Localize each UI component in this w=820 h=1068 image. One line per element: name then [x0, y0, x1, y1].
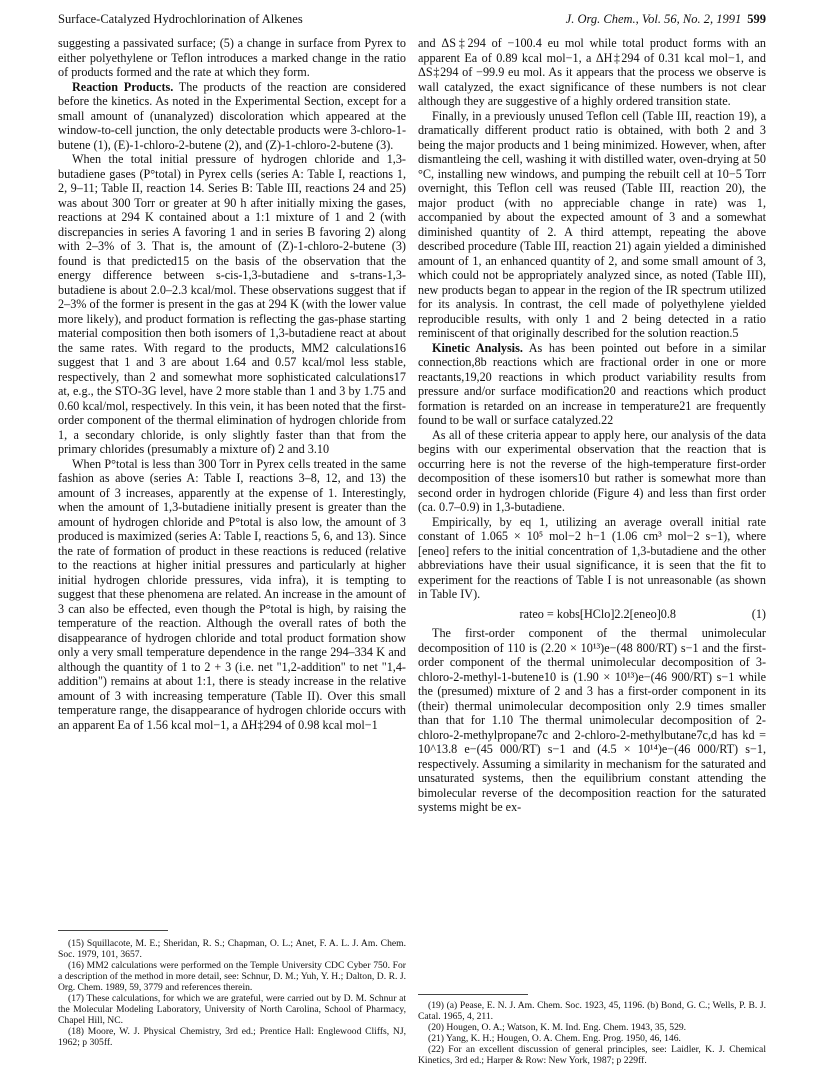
footnote: (16) MM2 calculations were performed on the Temple University CDC Cyber 750. For a description of the method in more detail, see: Schnur, D. M.; Yuh, Y. H.; Dalton, D. R. J. Org. Chem. 1989, 59, 3779 and references therein.	[58, 960, 406, 993]
footnote: (17) These calculations, for which we are grateful, were carried out by D. M. Schnur at the Molecular Modeling Laboratory, University of North Carolina, School of Pharmacy, Chapel Hill, NC.	[58, 993, 406, 1026]
left-column	[58, 36, 406, 732]
footnote: (19) (a) Pease, E. N. J. Am. Chem. Soc. 1923, 45, 1196. (b) Bond, G. C.; Wells, P. B. J. Catal. 1965, 4, 211.	[418, 1000, 766, 1022]
footnote: (22) For an excellent discussion of general principles, see: Laidler, K. J. Chemical Kinetics, 3rd ed.; Harper & Row: New York, 1987; p 229ff.	[418, 1044, 766, 1066]
paragraph: suggesting a passivated surface; (5) a change in surface from Pyrex to either polyethylene or Teflon introduces a marked change in the ratio of products formed and the rate at which they form.	[58, 36, 406, 79]
section-heading: Reaction Products.	[72, 79, 174, 94]
equation-number: (1)	[751, 606, 766, 621]
equation-body: rateo = kobs[HClo]2.2[eneo]0.8	[519, 606, 676, 621]
paragraph-reaction-products	[58, 80, 406, 153]
footnote-divider	[418, 994, 528, 995]
paragraph: When the total initial pressure of hydrogen chloride and 1,3-butadiene gases (P°total) in Pyrex cells (series A: Table I, reactions 1, 2, 9–11; Table II, reaction 14. Series B: Table III, reactions 24 and 25) was about 300 Torr or greater at 90 h after initially mixing the gases, reactions at 294 K contained about a 1:1 mixture of 1 and 2 (with discrepancies in series A favoring 1 and in series B favoring 2) along with 2–3% of 3. That is, the amount of (Z)-1-chloro-2-butene (3) found is that predicted15 on the basis of the observation that the energy difference between s-cis-1,3-butadiene and s-trans-1,3-butadiene is about 2.0–2.3 kcal/mol. These observations suggest that if 2–3% of the former is present in the gas at 294 K (with the lower value more likely), and product formation is reflecting the gas-phase starting material composition then both isomers of 1,3-butadiene react at about the same rates. With regard to the products, MM2 calculations16 suggest that 1 and 3 are about 1.64 and 0.57 kcal/mol less stable, respectively, than 2 and somewhat more sophisticated calculations17 at, e.g., the STO-3G level, have 2 more stable than 1 and 3 by 1.75 and 0.60 kcal/mol, respectively. In this vein, it has been noted that the first-order component of the thermal elimination of hydrogen chloride from 1, a secondary chloride, is only slightly faster than that from the primary chlorides (presumably a mixture of) 2 and 3.10	[58, 152, 406, 456]
paragraph-text: The products of the reaction are considered before the kinetics. As noted in the Experimental Section, except for a small amount of (unanalyzed) discoloration which appeared at the window-to-cell junction, the only detectable products were 3-chloro-1-butene (1), (E)-1-chloro-2-butene (2), and (Z)-1-chloro-2-butene (3).	[58, 79, 406, 152]
paragraph: Empirically, by eq 1, utilizing an average overall initial rate constant of 1.065 × 10⁵ mol−2 h−1 (1.06 cm³ mol−2 s−1), where [eneo] refers to the initial concentration of 1,3-butadiene and the other abbreviations have their usual significance, it is seen that the fit to experiment for the reactions of Table I is not unreasonable (as shown in Table IV).	[418, 514, 766, 601]
paragraph: and ΔS‡294 of −100.4 eu mol while total product forms with an apparent Ea of 0.89 kcal mol−1, a ΔH‡294 of 0.31 kcal mol−1, and ΔS‡294 of −99.9 eu mol. As it appears that the process we observe is wall catalyzed, the exact significance of these numbers is not clear although they are suggestive of a highly ordered transition state.	[418, 36, 766, 108]
paragraph: When P°total is less than 300 Torr in Pyrex cells treated in the same fashion as above (series A: Table I, reactions 3–8, 12, and 13) the amount of 3 increases, apparently at the expense of 1. Interestingly, when the amount of 1,3-butadiene initially present is greater than the amount of hydrogen chloride and P°total is also low, the amount of 3 produced is maximized (series A: Table I, reactions 5, 6, and 13). Since the rate of formation of product in these reactions is reduced (relative to the reactions at higher initial pressures and particularly at higher initial hydrogen chloride pressures, vida infra), it is tempting to suggest that these phenomena are related. An increase in the amount of 3 can also be effected, even though the P°total is high, by raising the temperature of the reaction. Although the overall rates of both the disappearance of hydrogen chloride and total product formation show only a very small temperature dependence in the range 294–334 K and although the quantity of 1 to 2 + 3 (i.e. net "1,2-addition" to net "1,4-addition") remains at about 1:1, there is steady increase in the relative amount of 3 with increasing temperature (Table II). Over this small temperature range, the disappearance of hydrogen chloride occurs with an apparent Ea of 1.56 kcal mol−1, a ΔH‡294 of 0.98 kcal mol−1	[58, 456, 406, 732]
footnotes-left	[58, 938, 406, 1048]
footnote: (21) Yang, K. H.; Hougen, O. A. Chem. Eng. Prog. 1950, 46, 146.	[428, 1033, 681, 1044]
equation	[418, 607, 766, 622]
right-column	[418, 36, 766, 815]
page-number: 599	[747, 12, 766, 26]
running-header	[58, 12, 766, 28]
footnote: (15) Squillacote, M. E.; Sheridan, R. S.; Chapman, O. L.; Anet, F. A. L. J. Am. Chem. Soc. 1979, 101, 3657.	[58, 938, 406, 960]
paragraph: As all of these criteria appear to apply here, our analysis of the data begins with our experimental observation that the reaction that is occurring here is not the reverse of the high-temperature first-order decomposition of these isomers10 but rather is somewhat more than second order in hydrogen chloride (Figure 4) and less than first order (ca. 0.7–0.9) in 1,3-butadiene.	[418, 427, 766, 514]
paragraph-text: As has been pointed out before in a similar connection,8b reactions which are fractional order in one or more reactants,19,20 reactions in which product variability results from pressure and/or surface modification20 and reactions which product formation is retarded on an increase in temperature21 are frequently found to be wall or surface catalyzed.22	[418, 340, 766, 427]
paragraph: Finally, in a previously unused Teflon cell (Table III, reaction 19), a dramatically different product ratio is obtained, with both 2 and 3 being the major products and 1 being minimized. However, when, after dismantleing the cell, washing it with distilled water, oven-drying at 50 °C, installing new windows, and pumping the rebuilt cell at 10−5 Torr overnight, this Teflon cell was reused (Table III, reaction 20), the major product (with no appreciable change in rate) was 1, accompanied by about the expected amount of 3 and a somewhat diminished quantity of 2. A third attempt, repeating the above described procedure (Table III, reaction 21) again yielded a diminished amount of 1, an enhanced quantity of 2, and some small amount of 3, which could not be appropriately analyzed since, as noted (Table III), new products began to appear in the region of the IR spectrum utilized for its analysis. In contrast, the cell made of polyethylene yielded reproducible results, with only 1 and 2 being detected in a ratio reminiscent of that originally described for the solution reaction.5	[418, 108, 766, 340]
journal-name: J. Org. Chem., Vol. 56, No. 2, 1991	[565, 12, 742, 26]
section-heading: Kinetic Analysis.	[432, 340, 523, 355]
footnotes-right	[418, 1000, 766, 1066]
paragraph-kinetic-analysis	[418, 341, 766, 428]
footnote: (18) Moore, W. J. Physical Chemistry, 3rd ed.; Prentice Hall: Englewood Cliffs, NJ, 1962; p 305ff.	[58, 1026, 406, 1048]
footnote: (20) Hougen, O. A.; Watson, K. M. Ind. Eng. Chem. 1943, 35, 529.	[428, 1022, 687, 1033]
journal-citation	[566, 12, 766, 27]
paragraph: The first-order component of the thermal unimolecular decomposition of 110 is (2.20 × 10¹³)e−(48 800/RT) s−1 and the first-order component of the thermal unimolecular decomposition of 3-chloro-2-methyl-1-butene10 is (1.90 × 10¹³)e−(46 900/RT) s−1 while the (presumed) mixture of 2 and 3 has a first-order component in its (their) thermal unimolecular decomposition only 2.9 times smaller than that for 1.10 The thermal unimolecular decomposition of 2-chloro-2-methylpropane7c and 2-chloro-2-methylbutane7c,d has kd = 10^13.8 e−(45 000/RT) s−1 and (4.5 × 10¹⁴)e−(46 000/RT) s−1, respectively. Assuming a similarity in mechanism for the saturated and unsaturated systems, then the equilibrium constant attending the bimolecular reverse of the decomposition reaction for the saturated systems might be ex-	[418, 626, 766, 814]
running-title: Surface-Catalyzed Hydrochlorination of Alkenes	[58, 12, 303, 26]
footnote-divider	[58, 930, 168, 931]
